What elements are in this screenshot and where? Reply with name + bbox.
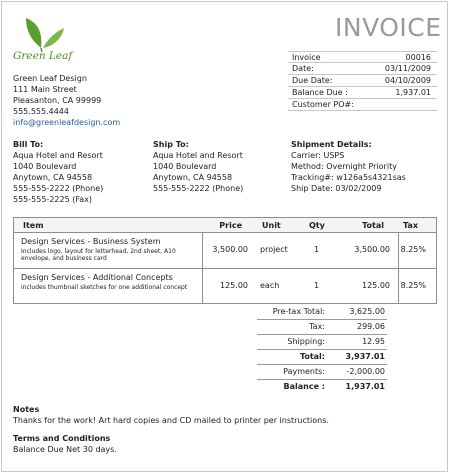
company-street: 111 Main Street (13, 85, 77, 94)
totals-label: Pre-tax Total: (272, 307, 325, 316)
totals-value: 1,937.01 (345, 382, 385, 391)
bill-to-line: Anytown, CA 94558 (13, 173, 93, 182)
page-title: INVOICE (335, 13, 442, 42)
notes-block (13, 404, 329, 426)
bill-to-heading: Bill To: (13, 140, 44, 149)
totals-row-payments (257, 365, 387, 380)
item-price: 3,500.00 (212, 245, 248, 254)
meta-label: Customer PO#: (292, 100, 354, 109)
meta-value: 1,937.01 (395, 88, 431, 97)
ship-to-line: 555-555-2222 (Phone) (153, 184, 244, 193)
bill-to-line: 555-555-2225 (Fax) (13, 195, 92, 204)
company-address (13, 73, 120, 128)
item-name: Design Services - Additional Concepts (21, 273, 173, 282)
totals-value: 3,937.01 (345, 352, 385, 361)
meta-label: Due Date: (292, 76, 333, 85)
totals-row-tax (257, 320, 387, 335)
shipment-line: Carrier: USPS (291, 151, 345, 160)
item-tax: 8.25% (400, 281, 426, 290)
notes-heading: Notes (13, 405, 40, 414)
ship-to-heading: Ship To: (153, 140, 189, 149)
totals-row-shipping (257, 335, 387, 350)
totals-value: 299.06 (357, 322, 385, 331)
ship-to-line: Aqua Hotel and Resort (153, 151, 243, 160)
company-phone: 555.555.4444 (13, 107, 69, 116)
terms-block (13, 433, 117, 455)
column-header-price: Price (219, 221, 242, 230)
meta-label: Invoice (292, 53, 321, 62)
totals-label: Tax: (309, 322, 325, 331)
totals-label: Total: (299, 352, 325, 361)
shipment-heading: Shipment Details: (291, 140, 372, 149)
invoice-meta (288, 51, 437, 111)
bill-to-line: 555-555-2222 (Phone) (13, 184, 104, 193)
item-unit: each (260, 281, 280, 290)
column-header-item: Item (23, 221, 44, 230)
ship-to-line: 1040 Boulevard (153, 162, 217, 171)
meta-label: Date: (292, 64, 314, 73)
shipment-line: Ship Date: 03/02/2009 (291, 184, 382, 193)
totals-value: 3,625.00 (349, 307, 385, 316)
company-city: Pleasanton, CA 99999 (13, 96, 102, 105)
meta-row-invoice (288, 51, 437, 63)
shipment-line: Method: Overnight Priority (291, 162, 397, 171)
item-total: 3,500.00 (354, 245, 390, 254)
item-qty: 1 (314, 281, 320, 290)
totals-row-pretax (257, 305, 387, 320)
bill-to-block (13, 139, 103, 205)
notes-text: Thanks for the work! Art hard copies and CD mailed to printer per instructions. (13, 416, 329, 425)
item-total: 125.00 (362, 281, 390, 290)
totals-row-balance (257, 380, 387, 395)
bill-to-line: 1040 Boulevard (13, 162, 77, 171)
meta-row-balance-due (288, 87, 437, 99)
table-header (14, 218, 436, 233)
totals-label: Shipping: (287, 337, 325, 346)
totals-row-total (257, 350, 387, 365)
meta-row-due-date (288, 75, 437, 87)
table-row (14, 233, 436, 268)
item-unit: project (260, 245, 288, 254)
meta-value: 00016 (405, 53, 431, 62)
meta-row-customer-po (288, 99, 437, 111)
item-tax: 8.25% (400, 245, 426, 254)
bill-to-line: Aqua Hotel and Resort (13, 151, 103, 160)
column-header-unit: Unit (262, 221, 281, 230)
line-items-table (13, 217, 437, 304)
column-header-tax: Tax (403, 221, 418, 230)
terms-heading: Terms and Conditions (13, 434, 111, 443)
item-price: 125.00 (220, 281, 248, 290)
item-description: Includes logo, layout for letterhead, 2nd sheet, A10 envelope, and business card (21, 248, 176, 262)
item-description: includes thumbnail sketches for one additional concept (21, 284, 188, 291)
table-row (14, 268, 436, 303)
meta-label: Balance Due : (292, 88, 348, 97)
ship-to-line: Anytown, CA 94558 (153, 173, 233, 182)
totals-block (257, 305, 387, 395)
totals-value: 12.95 (362, 337, 385, 346)
company-name: Green Leaf Design (13, 74, 87, 83)
totals-label: Balance : (283, 382, 325, 391)
totals-value: -2,000.00 (346, 367, 385, 376)
shipment-line: Tracking#: w126a5s4321sas (291, 173, 406, 182)
totals-label: Payments: (283, 367, 325, 376)
column-header-total: Total (362, 221, 384, 230)
item-qty: 1 (314, 245, 320, 254)
ship-to-block (153, 139, 243, 194)
shipment-details-block (291, 139, 406, 194)
invoice-page (1, 1, 448, 472)
logo-text: Green Leaf (13, 50, 73, 62)
column-header-qty: Qty (309, 221, 325, 230)
company-email-link[interactable]: info@greenleafdesign.com (13, 118, 121, 127)
terms-text: Balance Due Net 30 days. (13, 445, 117, 454)
meta-value: 04/10/2009 (384, 76, 431, 85)
item-name: Design Services - Business System (21, 237, 161, 246)
meta-row-date (288, 63, 437, 75)
meta-value: 03/11/2009 (384, 64, 431, 73)
